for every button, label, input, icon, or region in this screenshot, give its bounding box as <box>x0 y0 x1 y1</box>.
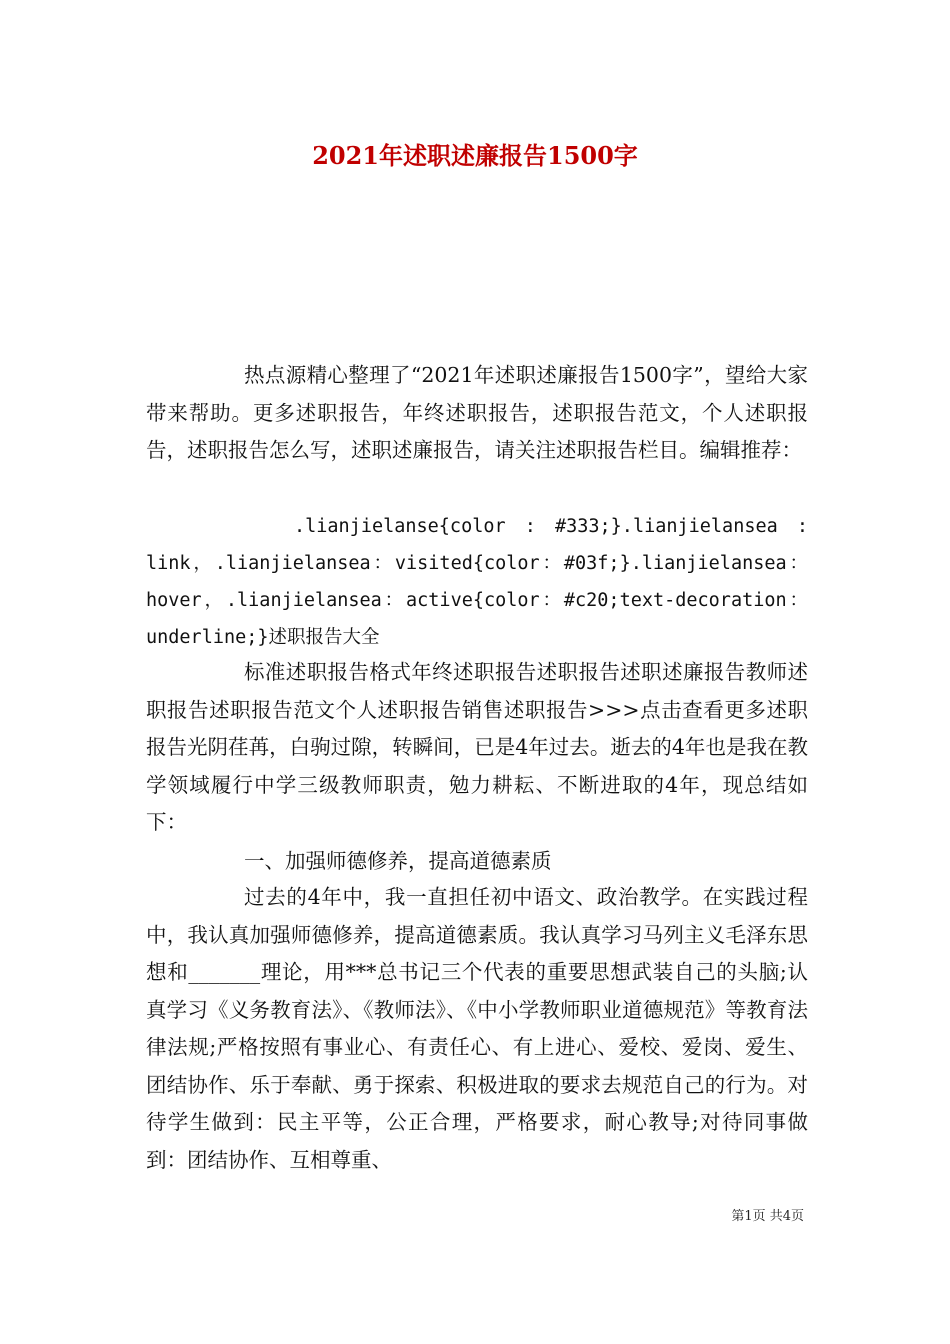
intro-text: 热点源精心整理了“2021年述职述廉报告1500字”，望给大家带来帮助。更多述职报告，年终述职报告，述职报告范文，个人述职报告，述职报告怎么写，述职述廉报告，请关注述职报告栏目。编辑推荐： <box>146 363 808 462</box>
links-text: 标准述职报告格式年终述职报告述职报告述职述廉报告教师述职报告述职报告范文个人述职报告销售述职报告>>>点击查看更多述职报告光阴荏苒，白驹过隙，转瞬间，已是4年过去。逝去的4年也是我在教学领域履行中学三级教师职责，勉力耕耘、不断进取的4年，现总结如下： <box>146 660 808 834</box>
intro-paragraph <box>146 357 808 470</box>
links-paragraph <box>146 654 808 842</box>
section-body-block <box>146 879 808 1179</box>
page-footer: 第1页 共4页 <box>731 1209 804 1224</box>
code-paragraph <box>146 508 808 656</box>
document-title: 2021年述职述廉报告1500字 <box>312 141 638 170</box>
section-heading-block <box>146 843 808 881</box>
section-heading: 一、加强师德修养，提高道德素质 <box>244 849 552 873</box>
code-text: .lianjielanse{color : #333;}.lianjielansea : link，.lianjielansea：visited{color：#03f;}.lianjielansea：hover，.lianjielansea：active{color：#c20;text-decoration：underline;}述职报告大全 <box>146 516 808 648</box>
section-body-text: 过去的4年中，我一直担任初中语文、政治教学。在实践过程中，我认真加强师德修养，提高道德素质。我认真学习马列主义毛泽东思想和_______理论，用***总书记三个代表的重要思想武装自己的头脑;认真学习《义务教育法》、《教师法》、《中小学教师职业道德规范》等教育法律法规;严格按照有事业心、有责任心、有上进心、爱校、爱岗、爱生、团结协作、乐于奉献、勇于探索、积极进取的要求去规范自己的行为。对待学生做到：民主平等，公正合理，严格要求，耐心教导;对待同事做到：团结协作、互相尊重、 <box>146 885 808 1172</box>
